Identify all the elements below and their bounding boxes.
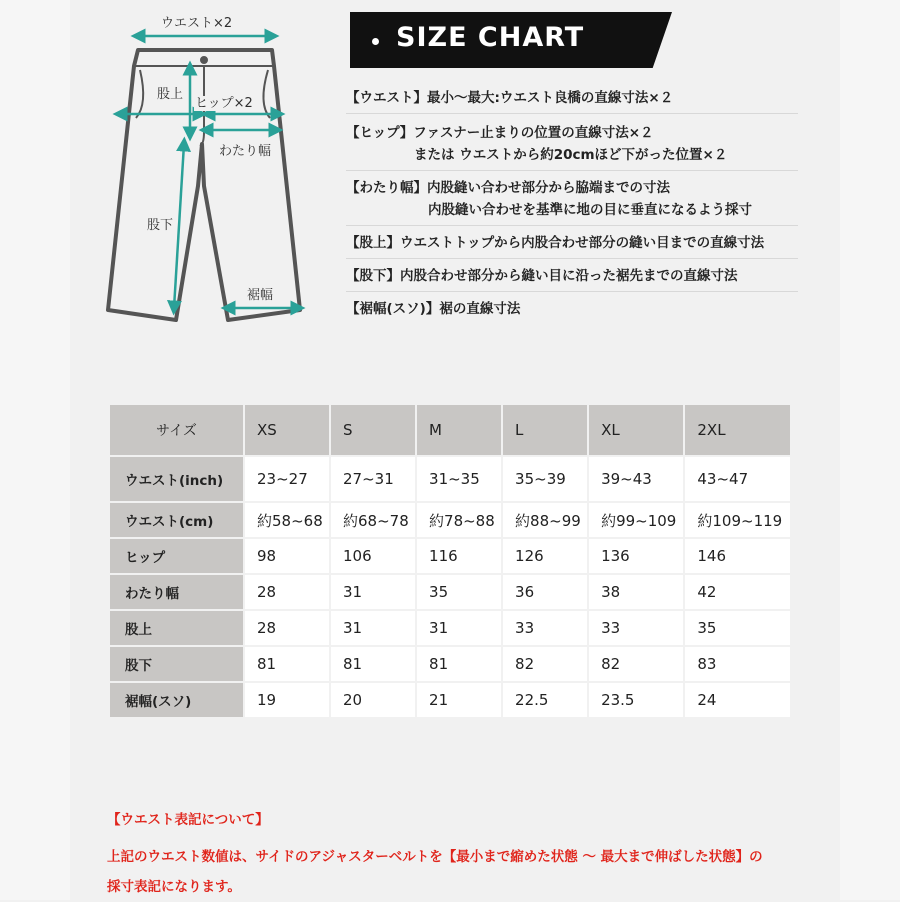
page-margin-right [840, 0, 900, 900]
diagram-label-hip: ヒップ×2 [195, 96, 253, 111]
definition-text: ファスナー止まりの位置の直線寸法×２ [413, 125, 654, 141]
table-cell: 28 [244, 574, 330, 610]
table-cell: 21 [416, 682, 502, 718]
waist-note-body [107, 842, 807, 902]
table-cell: 20 [330, 682, 416, 718]
table-cell: 43~47 [684, 456, 791, 502]
definition-text: 裾の直線寸法 [439, 301, 521, 317]
diagram-label-inseam: 股下 [147, 218, 174, 233]
table-cell: 98 [244, 538, 330, 574]
table-row [109, 456, 791, 502]
table-cell: 82 [588, 646, 684, 682]
size-table [108, 403, 792, 719]
definition-label: 【裾幅(スソ)】 [346, 301, 440, 317]
table-row [109, 610, 791, 646]
table-cell: 約78~88 [416, 502, 502, 538]
diagram-label-rise: 股上 [157, 87, 184, 102]
table-cell: 31~35 [416, 456, 502, 502]
definition-text: 内股縫い合わせ部分から脇端までの寸法 [427, 180, 670, 196]
table-cell: 39~43 [588, 456, 684, 502]
row-header: 股下 [109, 646, 244, 682]
row-header: ウエスト(cm) [109, 502, 244, 538]
table-cell: 106 [330, 538, 416, 574]
definition-inseam [346, 259, 798, 292]
row-header: ヒップ [109, 538, 244, 574]
table-cell: 約109~119 [684, 502, 791, 538]
size-chart-title: SIZE CHART [396, 22, 585, 53]
table-cell: 31 [330, 610, 416, 646]
row-header: わたり幅 [109, 574, 244, 610]
definition-text-2: 内股縫い合わせを基準に地の目に垂直になるよう採寸 [428, 202, 752, 218]
diagram-label-waist: ウエスト×2 [161, 16, 233, 31]
definition-label: 【股上】 [346, 235, 400, 251]
table-row [109, 574, 791, 610]
table-cell: 23~27 [244, 456, 330, 502]
waist-note-line: 上記のウエスト数値は、サイドのアジャスターベルトを【最小まで縮めた状態 〜 最大まで伸ばした状態】の [107, 849, 763, 865]
column-header: S [330, 404, 416, 456]
definition-label: 【ウエスト】 [346, 90, 427, 106]
column-header: サイズ [109, 404, 244, 456]
table-cell: 28 [244, 610, 330, 646]
table-cell: 約88~99 [502, 502, 588, 538]
table-cell: 27~31 [330, 456, 416, 502]
table-cell: 23.5 [588, 682, 684, 718]
table-cell: 24 [684, 682, 791, 718]
definition-label: 【わたり幅】 [346, 180, 427, 196]
column-header: XL [588, 404, 684, 456]
table-cell: 81 [330, 646, 416, 682]
definition-thigh [346, 171, 798, 226]
diagram-label-thigh: わたり幅 [219, 144, 272, 159]
definition-label: 【ヒップ】 [346, 125, 414, 141]
table-row [109, 538, 791, 574]
diagram-label-hem: 裾幅 [247, 288, 274, 303]
page-margin-left [0, 0, 70, 900]
table-row [109, 682, 791, 718]
table-cell: 82 [502, 646, 588, 682]
table-row [109, 502, 791, 538]
column-header: M [416, 404, 502, 456]
definition-text-2: または ウエストから約20cmほど下がった位置×２ [414, 147, 728, 163]
table-cell: 35 [416, 574, 502, 610]
definition-label: 【股下】 [346, 268, 400, 284]
row-header: ウエスト(inch) [109, 456, 244, 502]
table-cell: 83 [684, 646, 791, 682]
definition-rise [346, 226, 798, 259]
table-cell: 約58~68 [244, 502, 330, 538]
definition-text: ウエストトップから内股合わせ部分の縫い目までの直線寸法 [400, 235, 765, 251]
row-header: 股上 [109, 610, 244, 646]
table-cell: 33 [588, 610, 684, 646]
table-cell: 31 [330, 574, 416, 610]
table-body [109, 456, 791, 718]
table-cell: 約99~109 [588, 502, 684, 538]
table-cell: 33 [502, 610, 588, 646]
table-cell: 35~39 [502, 456, 588, 502]
table-cell: 81 [244, 646, 330, 682]
definition-hip [346, 114, 798, 171]
table-cell: 22.5 [502, 682, 588, 718]
table-cell: 36 [502, 574, 588, 610]
table-cell: 126 [502, 538, 588, 574]
row-header: 裾幅(スソ) [109, 682, 244, 718]
pants-diagram [100, 8, 325, 338]
definition-hem [346, 292, 798, 324]
table-cell: 31 [416, 610, 502, 646]
waist-note-heading: 【ウエスト表記について】 [107, 812, 269, 828]
table-cell: 38 [588, 574, 684, 610]
definition-waist [346, 84, 798, 114]
table-cell: 136 [588, 538, 684, 574]
waist-note-line: 採寸表記になります。 [107, 879, 241, 895]
pants-illustration [100, 8, 325, 338]
table-cell: 約68~78 [330, 502, 416, 538]
table-cell: 116 [416, 538, 502, 574]
column-header: XS [244, 404, 330, 456]
table-cell: 146 [684, 538, 791, 574]
table-cell: 19 [244, 682, 330, 718]
column-header: L [502, 404, 588, 456]
column-header: 2XL [684, 404, 791, 456]
measurement-definitions [346, 84, 798, 324]
table-cell: 35 [684, 610, 791, 646]
table-header-row [109, 404, 791, 456]
table-cell: 81 [416, 646, 502, 682]
definition-text: 内股合わせ部分から縫い目に沿った裾先までの直線寸法 [400, 268, 738, 284]
table-row [109, 646, 791, 682]
definition-text: 最小〜最大:ウエスト良橋の直線寸法×２ [427, 90, 674, 106]
table-cell: 42 [684, 574, 791, 610]
